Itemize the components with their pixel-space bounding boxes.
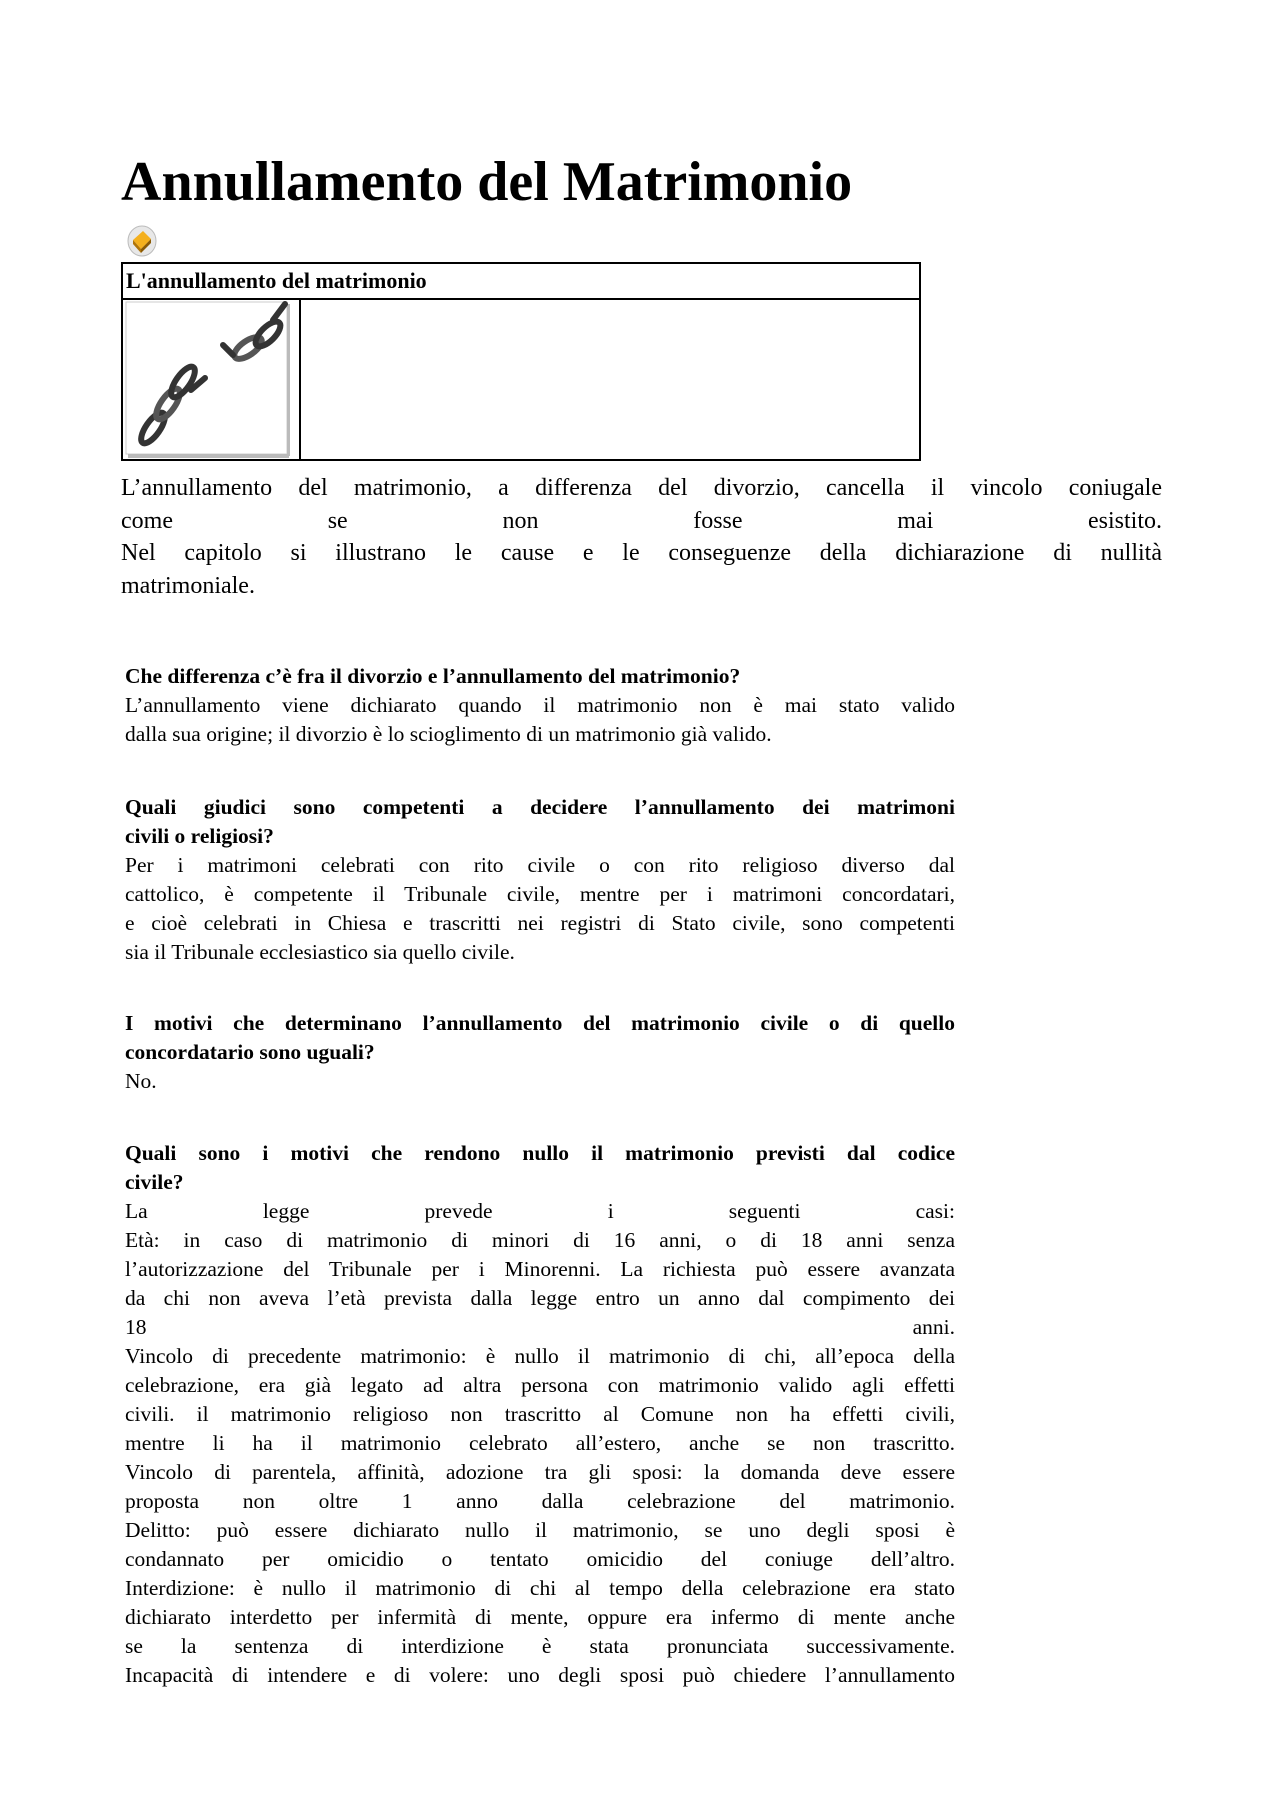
intro-line: Nel capitolo si illustrano le cause e le conseguenze della dichiarazione di nullità [121, 540, 1162, 567]
intro-line: L’annullamento del matrimonio, a differenza del divorzio, cancella il vincolo coniugale [121, 475, 1162, 501]
faq-answer-line: Per i matrimoni celebrati con rito civile o con rito religioso diverso dal [125, 853, 955, 877]
faq-question: Quali giudici sono competenti a decidere l’annullamento dei matrimoni [125, 795, 955, 819]
page-title: Annullamento del Matrimonio [121, 151, 853, 213]
faq-item [125, 793, 955, 967]
faq-question: concordatario sono uguali? [125, 1040, 375, 1064]
faq-answer-line: Interdizione: è nullo il matrimonio di chi al tempo della celebrazione era stato [125, 1576, 955, 1600]
faq-answer-line: sia il Tribunale ecclesiastico sia quello civile. [125, 940, 515, 964]
faq-answer-line: proposta non oltre 1 anno dalla celebrazione del matrimonio. [125, 1489, 955, 1513]
faq-answer-line: dichiarato interdetto per infermità di mente, oppure era infermo di mente anche [125, 1605, 955, 1629]
faq-answer-line: Età: in caso di matrimonio di minori di 16 anni, o di 18 anni senza [125, 1228, 955, 1252]
faq-answer-line: La legge prevede i seguenti casi: [125, 1199, 955, 1223]
broken-chain-image [123, 300, 301, 459]
faq-question: civili o religiosi? [125, 824, 274, 848]
faq-answer-line: dalla sua origine; il divorzio è lo scioglimento di un matrimonio già valido. [125, 722, 772, 746]
faq-question: Quali sono i motivi che rendono nullo il matrimonio previsti dal codice [125, 1141, 955, 1165]
intro-paragraph [121, 472, 1162, 603]
faq-answer-line: civili. il matrimonio religioso non trascritto al Comune non ha effetti civili, [125, 1402, 955, 1426]
faq-item [125, 1139, 955, 1690]
faq-answer-line: condannato per omicidio o tentato omicidio del coniuge dell’altro. [125, 1547, 955, 1571]
faq-item [125, 662, 955, 749]
faq-answer-line: No. [125, 1069, 157, 1093]
summary-table-header: L'annullamento del matrimonio [123, 264, 919, 300]
faq-question: I motivi che determinano l’annullamento del matrimonio civile o di quello [125, 1011, 955, 1035]
faq-answer-line: Vincolo di precedente matrimonio: è nullo il matrimonio di chi, all’epoca della [125, 1344, 955, 1368]
intro-line: come se non fosse mai esistito. [121, 507, 1162, 534]
faq-answer-line: cattolico, è competente il Tribunale civile, mentre per i matrimoni concordatari, [125, 882, 955, 906]
faq-answer-line: e cioè celebrati in Chiesa e trascritti nei registri di Stato civile, sono competenti [125, 911, 955, 935]
faq-question: Che differenza c’è fra il divorzio e l’annullamento del matrimonio? [125, 664, 741, 688]
bullet-gem-icon [125, 224, 159, 258]
summary-table [121, 262, 921, 461]
faq-answer-line: da chi non aveva l’età prevista dalla legge entro un anno dal compimento dei [125, 1286, 955, 1310]
faq-question: civile? [125, 1170, 184, 1194]
faq-item [125, 1009, 955, 1096]
faq-answer-line: l’autorizzazione del Tribunale per i Minorenni. La richiesta può essere avanzata [125, 1257, 955, 1281]
intro-line: matrimoniale. [121, 573, 255, 600]
faq-answer-line: celebrazione, era già legato ad altra persona con matrimonio valido agli effetti [125, 1373, 955, 1397]
faq-answer-line: 18 anni. [125, 1315, 955, 1339]
faq-answer-line: Incapacità di intendere e di volere: uno degli sposi può chiedere l’annullamento [125, 1663, 955, 1687]
faq-answer-line: se la sentenza di interdizione è stata pronunciata successivamente. [125, 1634, 955, 1658]
faq-answer-line: mentre li ha il matrimonio celebrato all’estero, anche se non trascritto. [125, 1431, 955, 1455]
faq-answer-line: Vincolo di parentela, affinità, adozione tra gli sposi: la domanda deve essere [125, 1460, 955, 1484]
faq-answer-line: L’annullamento viene dichiarato quando il matrimonio non è mai stato valido [125, 693, 955, 717]
faq-answer-line: Delitto: può essere dichiarato nullo il matrimonio, se uno degli sposi è [125, 1518, 955, 1542]
